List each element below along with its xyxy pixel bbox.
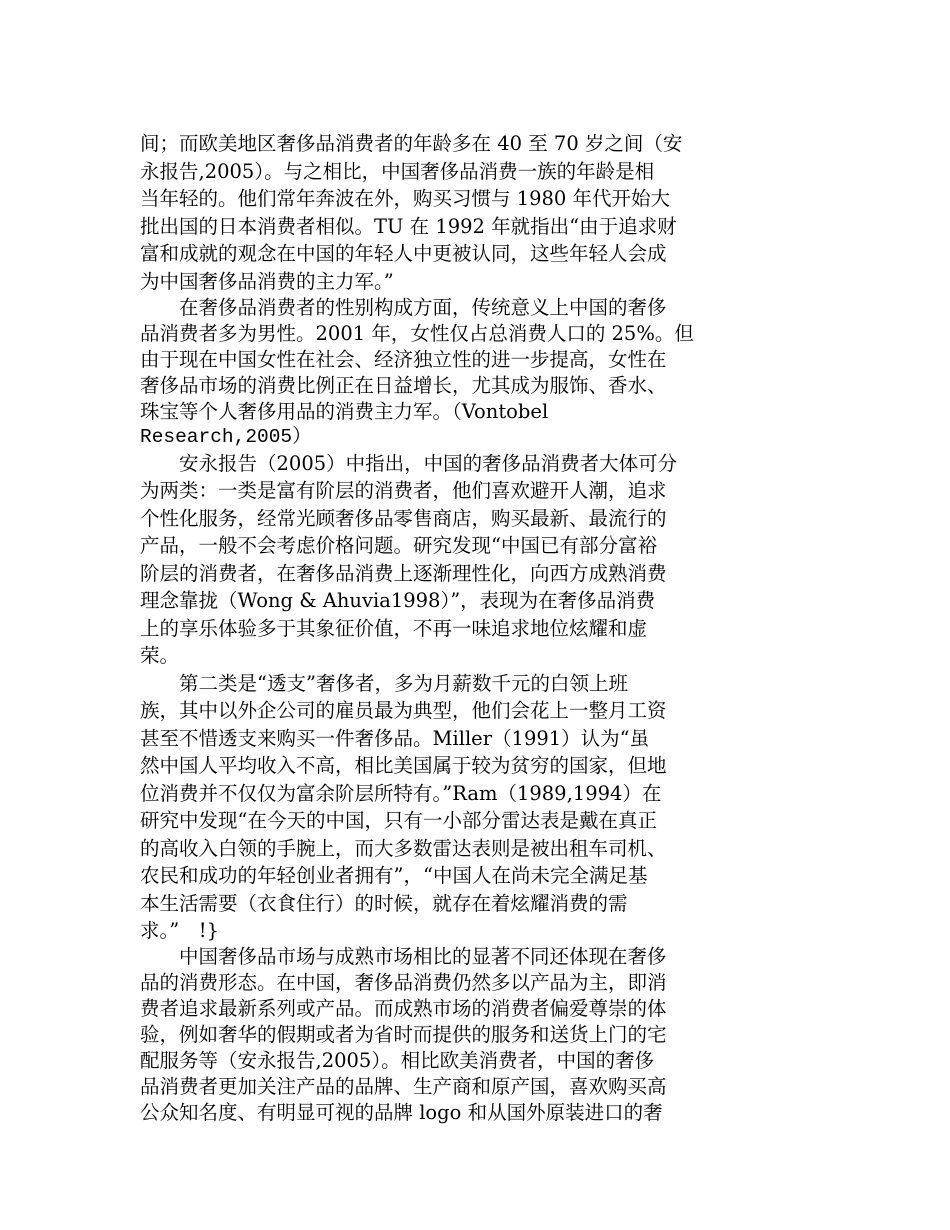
text-line: 理念靠拢（Wong & Ahuvia1998）”，表现为在奢侈品消费 bbox=[140, 589, 656, 612]
text-line: 品消费者多为男性。2001 年，女性仅占总消费人口的 25%。但 bbox=[140, 321, 694, 345]
text-line: 农民和成功的年轻创业者拥有”，“中国人在尚未完全满足基 bbox=[140, 864, 648, 887]
text-line: 族，其中以外企公司的雇员最为典型，他们会花上一整月工资 bbox=[140, 699, 667, 722]
text-line: 配服务等（安永报告,2005）。相比欧美消费者，中国的奢侈 bbox=[140, 1049, 655, 1072]
text-line: 公众知名度、有明显可视的品牌 logo 和从国外原装进口的奢 bbox=[140, 1101, 663, 1124]
text-line: Research,2005） bbox=[140, 425, 312, 448]
text-line: 品消费者更加关注产品的品牌、生产商和原产国，喜欢购买高 bbox=[140, 1075, 667, 1098]
text-line: 验，例如奢华的假期或者为省时而提供的服务和送货上门的宅 bbox=[140, 1023, 667, 1046]
text-line: 第二类是“透支”奢侈者，多为月薪数千元的白领上班 bbox=[140, 671, 628, 695]
text-line: 奢侈品市场的消费比例正在日益增长，尤其成为服饰、香水、 bbox=[140, 373, 667, 397]
text-line: 的高收入白领的手腕上，而大多数雷达表则是被出租车司机、 bbox=[140, 836, 667, 860]
paragraph-age bbox=[140, 130, 740, 294]
text-line: 珠宝等个人奢侈用品的消费主力军。（Vontobel bbox=[140, 399, 549, 423]
paragraph-wealthy-consumers bbox=[140, 450, 740, 670]
text-line: 费者追求最新系列或产品。而成熟市场的消费者偏爱尊崇的体 bbox=[140, 997, 667, 1020]
text-line: 本生活需要（衣食住行）的时候，就存在着炫耀消费的需 bbox=[140, 891, 628, 915]
text-line: 在奢侈品消费者的性别构成方面，传统意义上中国的奢侈 bbox=[140, 295, 667, 319]
text-line: 甚至不惜透支来购买一件奢侈品。Miller（1991）认为“虽 bbox=[140, 726, 650, 750]
text-line: 上的享乐体验多于其象征价值，不再一味追求地位炫耀和虚 bbox=[140, 616, 648, 640]
text-line: 由于现在中国女性在社会、经济独立性的进一步提高，女性在 bbox=[140, 347, 667, 371]
text-line: 中国奢侈品市场与成熟市场相比的显著不同还体现在奢侈 bbox=[140, 945, 667, 968]
text-line: 为中国奢侈品消费的主力军。” bbox=[140, 269, 394, 293]
text-line: 阶层的消费者，在奢侈品消费上逐渐理性化，向西方成熟消费 bbox=[140, 561, 667, 585]
text-line: 荣。 bbox=[140, 644, 180, 667]
paragraph-consumption-form bbox=[140, 943, 740, 1125]
text-line: 位消费并不仅仅为富余阶层所特有。”Ram（1989,1994）在 bbox=[140, 781, 662, 805]
text-line: 富和成就的观念在中国的年轻人中更被认同，这些年轻人会成 bbox=[140, 242, 667, 265]
text-line: 产品，一般不会考虑价格问题。研究发现“中国已有部分富裕 bbox=[140, 534, 657, 557]
body-text bbox=[140, 130, 740, 1125]
text-line: 个性化服务，经常光顾奢侈品零售商店，购买最新、最流行的 bbox=[140, 506, 667, 530]
paragraph-overdraft-consumers bbox=[140, 670, 740, 944]
paragraph-gender bbox=[140, 294, 740, 450]
text-line: 批出国的日本消费者相似。TU 在 1992 年就指出“由于追求财 bbox=[140, 214, 677, 238]
text-line: 永报告,2005）。与之相比，中国奢侈品消费一族的年龄是相 bbox=[140, 159, 655, 183]
text-line: 然中国人平均收入不高，相比美国属于较为贫穷的国家，但地 bbox=[140, 754, 667, 777]
text-line: 品的消费形态。在中国，奢侈品消费仍然多以产品为主，即消 bbox=[140, 971, 667, 994]
text-line: 安永报告（2005）中指出，中国的奢侈品消费者大体可分 bbox=[140, 451, 678, 475]
text-line: 为两类：一类是富有阶层的消费者，他们喜欢避开人潮，追求 bbox=[140, 479, 667, 502]
text-line: 求。” !} bbox=[140, 919, 219, 942]
text-line: 研究中发现“在今天的中国，只有一小部分雷达表是戴在真正 bbox=[140, 809, 657, 832]
text-line: 当年轻的。他们常年奔波在外，购买习惯与 1980 年代开始大 bbox=[140, 187, 671, 210]
text-line: 间；而欧美地区奢侈品消费者的年龄多在 40 至 70 岁之间（安 bbox=[140, 132, 683, 155]
